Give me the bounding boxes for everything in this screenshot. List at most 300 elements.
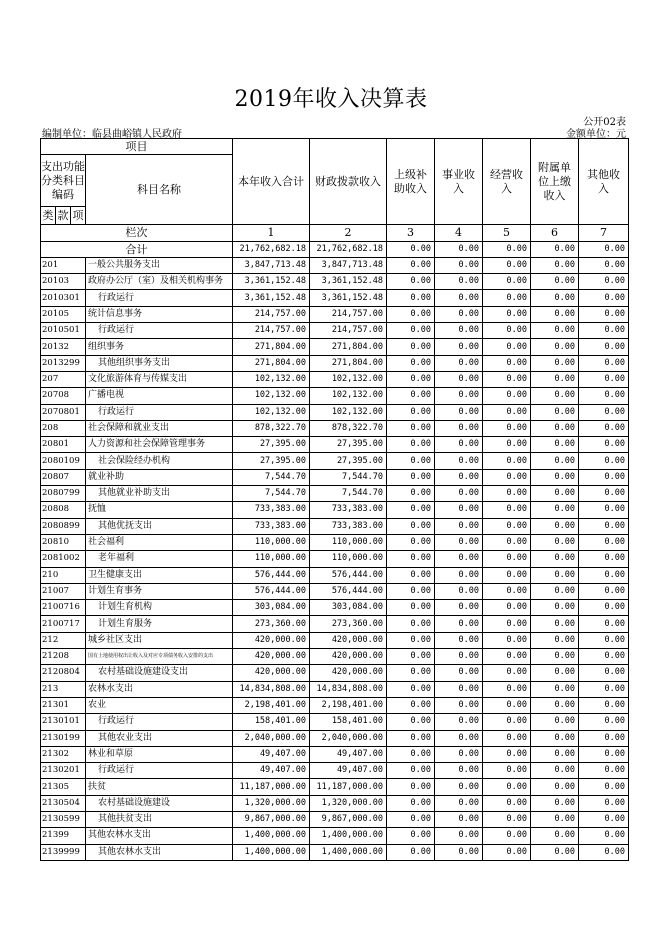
row-value: 1,400,000.00	[310, 828, 387, 844]
row-value: 271,804.00	[233, 355, 310, 371]
row-value: 0.00	[435, 453, 483, 469]
row-value: 0.00	[387, 811, 435, 827]
table-row	[41, 828, 629, 844]
row-value: 49,407.00	[310, 746, 387, 762]
row-code: 2130199	[41, 730, 86, 746]
row-code: 2010301	[41, 290, 86, 306]
row-value: 1,320,000.00	[310, 795, 387, 811]
row-value: 214,757.00	[310, 306, 387, 322]
row-value: 110,000.00	[233, 534, 310, 550]
row-value: 0.00	[483, 355, 531, 371]
header-code-group: 支出功能分类科目编码	[41, 155, 86, 207]
row-value: 0.00	[483, 371, 531, 387]
row-value: 0.00	[435, 355, 483, 371]
row-value: 0.00	[387, 518, 435, 534]
row-name: 社会保障和就业支出	[86, 420, 233, 436]
row-code: 20810	[41, 534, 86, 550]
row-value: 0.00	[531, 649, 579, 665]
row-code: 2120804	[41, 665, 86, 681]
row-value: 0.00	[579, 567, 629, 583]
row-name: 其他就业补助支出	[86, 486, 233, 502]
row-name: 其他农林水支出	[86, 844, 233, 860]
row-value: 0.00	[483, 453, 531, 469]
row-code: 21208	[41, 649, 86, 665]
row-code: 2130599	[41, 811, 86, 827]
table-row	[41, 567, 629, 583]
row-name: 计划生育机构	[86, 600, 233, 616]
row-value: 0.00	[579, 502, 629, 518]
row-value: 27,395.00	[310, 453, 387, 469]
row-value: 2,040,000.00	[310, 730, 387, 746]
row-value: 0.00	[579, 290, 629, 306]
row-name: 行政运行	[86, 290, 233, 306]
row-value: 0.00	[483, 502, 531, 518]
row-name: 农林水支出	[86, 681, 233, 697]
row-value: 0.00	[579, 469, 629, 485]
row-name: 抚恤	[86, 502, 233, 518]
table-row	[41, 453, 629, 469]
row-value: 0.00	[387, 404, 435, 420]
row-code: 2010501	[41, 323, 86, 339]
row-value: 0.00	[483, 534, 531, 550]
row-value: 0.00	[579, 665, 629, 681]
row-value: 0.00	[483, 779, 531, 795]
row-name: 其他优抚支出	[86, 518, 233, 534]
row-value: 0.00	[483, 274, 531, 290]
report-title: 2019年收入决算表	[234, 87, 428, 112]
row-code: 21302	[41, 746, 86, 762]
table-row	[41, 502, 629, 518]
row-value: 110,000.00	[310, 534, 387, 550]
row-code: 20708	[41, 388, 86, 404]
row-name: 社会保险经办机构	[86, 453, 233, 469]
row-value: 2,198,401.00	[233, 697, 310, 713]
row-value: 0.00	[579, 404, 629, 420]
row-name: 计划生育事务	[86, 583, 233, 599]
row-value: 0.00	[579, 453, 629, 469]
row-value: 0.00	[483, 844, 531, 860]
header-name: 科目名称	[86, 155, 233, 225]
table-row	[41, 665, 629, 681]
row-value: 27,395.00	[310, 437, 387, 453]
row-value: 0.00	[531, 616, 579, 632]
row-value: 158,401.00	[310, 714, 387, 730]
row-value: 0.00	[435, 616, 483, 632]
row-value: 3,361,152.48	[233, 274, 310, 290]
row-value: 0.00	[387, 551, 435, 567]
row-value: 0.00	[387, 600, 435, 616]
row-code: 20132	[41, 339, 86, 355]
row-name: 其他农林水支出	[86, 828, 233, 844]
row-code: 20808	[41, 502, 86, 518]
row-value: 49,407.00	[233, 763, 310, 779]
row-value: 0.00	[579, 616, 629, 632]
row-code: 20105	[41, 306, 86, 322]
col-num-7: 7	[579, 225, 629, 241]
row-value: 0.00	[531, 795, 579, 811]
row-code: 2081002	[41, 551, 86, 567]
total-value: 0.00	[483, 241, 531, 257]
row-value: 102,132.00	[233, 371, 310, 387]
row-name: 政府办公厅（室）及相关机构事务	[86, 274, 233, 290]
row-value: 0.00	[531, 681, 579, 697]
row-value: 0.00	[387, 388, 435, 404]
row-value: 0.00	[483, 795, 531, 811]
row-value: 9,867,000.00	[310, 811, 387, 827]
header-kuan: 款	[56, 207, 71, 225]
row-value: 0.00	[483, 697, 531, 713]
row-value: 0.00	[579, 274, 629, 290]
total-label: 合计	[41, 241, 233, 257]
row-value: 0.00	[483, 551, 531, 567]
row-value: 0.00	[387, 371, 435, 387]
header-item: 项目	[41, 139, 233, 155]
row-value: 0.00	[579, 844, 629, 860]
row-code: 21399	[41, 828, 86, 844]
row-name: 行政运行	[86, 714, 233, 730]
row-value: 3,847,713.48	[233, 257, 310, 273]
row-value: 0.00	[579, 371, 629, 387]
row-value: 273,360.00	[310, 616, 387, 632]
row-value: 3,361,152.48	[233, 290, 310, 306]
row-value: 11,187,000.00	[310, 779, 387, 795]
row-value: 0.00	[435, 730, 483, 746]
row-value: 0.00	[531, 600, 579, 616]
row-code: 21305	[41, 779, 86, 795]
row-value: 0.00	[387, 632, 435, 648]
row-value: 0.00	[579, 486, 629, 502]
row-name: 文化旅游体育与传媒支出	[86, 371, 233, 387]
row-code: 20807	[41, 469, 86, 485]
row-value: 0.00	[387, 290, 435, 306]
table-row	[41, 420, 629, 436]
table-row	[41, 290, 629, 306]
row-value: 0.00	[531, 665, 579, 681]
row-value: 49,407.00	[233, 746, 310, 762]
row-value: 0.00	[579, 323, 629, 339]
row-value: 0.00	[435, 257, 483, 273]
table-row	[41, 697, 629, 713]
row-value: 0.00	[387, 649, 435, 665]
header-lei: 类	[41, 207, 56, 225]
row-name: 统计信息事务	[86, 306, 233, 322]
row-value: 0.00	[435, 551, 483, 567]
row-name: 农业	[86, 697, 233, 713]
header-col-3: 上级补助收入	[387, 139, 435, 225]
table-row	[41, 371, 629, 387]
row-name: 行政运行	[86, 763, 233, 779]
row-value: 0.00	[579, 306, 629, 322]
row-value: 0.00	[435, 844, 483, 860]
row-value: 0.00	[435, 534, 483, 550]
header-col-5: 经营收入	[483, 139, 531, 225]
row-value: 0.00	[579, 339, 629, 355]
row-value: 7,544.70	[310, 486, 387, 502]
row-name: 国有土地使用权出让收入及对应专项债务收入安排的支出	[86, 649, 233, 665]
column-label: 栏次	[41, 225, 233, 241]
row-value: 420,000.00	[310, 632, 387, 648]
row-value: 0.00	[483, 437, 531, 453]
total-value: 0.00	[387, 241, 435, 257]
row-value: 0.00	[531, 339, 579, 355]
row-value: 14,834,808.00	[233, 681, 310, 697]
table-row	[41, 632, 629, 648]
col-num-1: 1	[233, 225, 310, 241]
total-value: 21,762,682.18	[310, 241, 387, 257]
row-value: 7,544.70	[310, 469, 387, 485]
row-code: 21007	[41, 583, 86, 599]
row-value: 214,757.00	[233, 306, 310, 322]
income-table	[40, 138, 629, 861]
row-name: 卫生健康支出	[86, 567, 233, 583]
row-name: 行政运行	[86, 404, 233, 420]
table-row	[41, 518, 629, 534]
row-value: 0.00	[435, 583, 483, 599]
row-value: 110,000.00	[233, 551, 310, 567]
row-code: 2100716	[41, 600, 86, 616]
header-col-2: 财政拨款收入	[310, 139, 387, 225]
row-value: 0.00	[531, 632, 579, 648]
row-value: 0.00	[483, 811, 531, 827]
row-value: 0.00	[579, 649, 629, 665]
row-value: 0.00	[579, 388, 629, 404]
header-col-1: 本年收入合计	[233, 139, 310, 225]
table-row	[41, 534, 629, 550]
row-value: 0.00	[435, 632, 483, 648]
row-value: 0.00	[531, 257, 579, 273]
table-row	[41, 404, 629, 420]
row-value: 0.00	[579, 551, 629, 567]
row-code: 2080109	[41, 453, 86, 469]
row-value: 733,383.00	[233, 518, 310, 534]
col-num-4: 4	[435, 225, 483, 241]
row-value: 0.00	[387, 844, 435, 860]
row-value: 0.00	[531, 534, 579, 550]
row-value: 27,395.00	[233, 437, 310, 453]
row-value: 0.00	[483, 420, 531, 436]
col-num-2: 2	[310, 225, 387, 241]
row-value: 102,132.00	[310, 404, 387, 420]
row-value: 733,383.00	[310, 502, 387, 518]
row-value: 0.00	[531, 518, 579, 534]
row-value: 7,544.70	[233, 469, 310, 485]
table-row	[41, 600, 629, 616]
row-value: 49,407.00	[310, 763, 387, 779]
row-value: 303,084.00	[310, 600, 387, 616]
row-value: 0.00	[435, 388, 483, 404]
row-value: 271,804.00	[310, 355, 387, 371]
row-name: 人力资源和社会保障管理事务	[86, 437, 233, 453]
row-value: 0.00	[435, 306, 483, 322]
row-value: 271,804.00	[310, 339, 387, 355]
table-row	[41, 257, 629, 273]
row-value: 420,000.00	[310, 665, 387, 681]
row-value: 0.00	[579, 518, 629, 534]
row-value: 0.00	[531, 828, 579, 844]
row-code: 212	[41, 632, 86, 648]
table-row	[41, 730, 629, 746]
row-value: 303,084.00	[233, 600, 310, 616]
row-value: 0.00	[435, 290, 483, 306]
row-value: 0.00	[435, 469, 483, 485]
header-xiang: 项	[71, 207, 86, 225]
row-value: 0.00	[531, 697, 579, 713]
row-value: 0.00	[435, 404, 483, 420]
row-value: 0.00	[531, 567, 579, 583]
row-name: 计划生育服务	[86, 616, 233, 632]
row-name: 老年福利	[86, 551, 233, 567]
row-value: 214,757.00	[310, 323, 387, 339]
row-value: 0.00	[435, 665, 483, 681]
header-col-4: 事业收入	[435, 139, 483, 225]
row-value: 0.00	[579, 697, 629, 713]
row-name: 城乡社区支出	[86, 632, 233, 648]
row-value: 0.00	[435, 795, 483, 811]
row-value: 0.00	[483, 567, 531, 583]
row-code: 20103	[41, 274, 86, 290]
row-value: 0.00	[483, 763, 531, 779]
row-value: 0.00	[531, 730, 579, 746]
row-value: 0.00	[387, 665, 435, 681]
row-value: 0.00	[435, 746, 483, 762]
row-value: 0.00	[435, 697, 483, 713]
row-value: 0.00	[435, 437, 483, 453]
row-value: 576,444.00	[233, 567, 310, 583]
row-value: 0.00	[435, 339, 483, 355]
row-value: 0.00	[483, 306, 531, 322]
row-value: 3,847,713.48	[310, 257, 387, 273]
row-name: 其他组织事务支出	[86, 355, 233, 371]
row-value: 0.00	[483, 600, 531, 616]
row-value: 0.00	[531, 323, 579, 339]
row-value: 0.00	[531, 306, 579, 322]
row-value: 0.00	[483, 583, 531, 599]
row-name: 组织事务	[86, 339, 233, 355]
row-code: 201	[41, 257, 86, 273]
row-code: 2130101	[41, 714, 86, 730]
row-value: 576,444.00	[233, 583, 310, 599]
row-value: 1,320,000.00	[233, 795, 310, 811]
row-value: 0.00	[579, 763, 629, 779]
row-value: 0.00	[531, 355, 579, 371]
row-code: 2130201	[41, 763, 86, 779]
row-code: 2139999	[41, 844, 86, 860]
row-value: 0.00	[483, 632, 531, 648]
row-value: 1,400,000.00	[233, 844, 310, 860]
row-value: 0.00	[387, 746, 435, 762]
row-name: 其他扶贫支出	[86, 811, 233, 827]
row-value: 102,132.00	[310, 388, 387, 404]
row-name: 社会福利	[86, 534, 233, 550]
row-value: 0.00	[579, 779, 629, 795]
row-value: 0.00	[435, 567, 483, 583]
table-row	[41, 583, 629, 599]
row-value: 576,444.00	[310, 583, 387, 599]
row-value: 158,401.00	[233, 714, 310, 730]
row-name: 林业和草原	[86, 746, 233, 762]
row-value: 733,383.00	[233, 502, 310, 518]
row-value: 102,132.00	[310, 371, 387, 387]
row-value: 0.00	[531, 486, 579, 502]
row-code: 2013299	[41, 355, 86, 371]
row-value: 0.00	[579, 600, 629, 616]
row-value: 0.00	[579, 811, 629, 827]
row-name: 广播电视	[86, 388, 233, 404]
row-name: 行政运行	[86, 323, 233, 339]
row-value: 3,361,152.48	[310, 274, 387, 290]
row-value: 0.00	[531, 371, 579, 387]
row-value: 0.00	[531, 779, 579, 795]
row-value: 0.00	[483, 828, 531, 844]
table-row	[41, 339, 629, 355]
reporting-unit: 编制单位：临县曲峪镇人民政府	[42, 129, 182, 140]
row-value: 0.00	[387, 420, 435, 436]
row-value: 0.00	[387, 355, 435, 371]
row-code: 2080799	[41, 486, 86, 502]
row-value: 0.00	[531, 844, 579, 860]
row-value: 733,383.00	[310, 518, 387, 534]
table-row	[41, 763, 629, 779]
row-value: 2,040,000.00	[233, 730, 310, 746]
table-row	[41, 746, 629, 762]
row-value: 0.00	[387, 616, 435, 632]
row-value: 0.00	[435, 600, 483, 616]
row-value: 0.00	[387, 697, 435, 713]
row-value: 0.00	[483, 681, 531, 697]
col-num-5: 5	[483, 225, 531, 241]
row-value: 0.00	[435, 486, 483, 502]
row-name: 一般公共服务支出	[86, 257, 233, 273]
total-row	[41, 241, 629, 257]
currency-unit: 金额单位：元	[566, 129, 626, 140]
row-value: 0.00	[579, 714, 629, 730]
row-value: 0.00	[435, 763, 483, 779]
row-value: 878,322.70	[310, 420, 387, 436]
row-value: 0.00	[387, 437, 435, 453]
row-value: 271,804.00	[233, 339, 310, 355]
row-value: 420,000.00	[310, 649, 387, 665]
row-value: 0.00	[579, 681, 629, 697]
table-row	[41, 323, 629, 339]
row-value: 0.00	[387, 714, 435, 730]
row-value: 0.00	[435, 811, 483, 827]
row-value: 0.00	[531, 502, 579, 518]
row-value: 0.00	[483, 339, 531, 355]
row-value: 0.00	[579, 730, 629, 746]
table-row	[41, 844, 629, 860]
row-value: 0.00	[387, 567, 435, 583]
row-value: 14,834,808.00	[310, 681, 387, 697]
form-number: 公开02表	[583, 117, 626, 128]
row-value: 0.00	[483, 616, 531, 632]
row-value: 0.00	[531, 763, 579, 779]
row-code: 2070801	[41, 404, 86, 420]
row-value: 0.00	[531, 274, 579, 290]
row-value: 1,400,000.00	[233, 828, 310, 844]
row-name: 农村基础设施建设	[86, 795, 233, 811]
table-row	[41, 616, 629, 632]
table-row	[41, 437, 629, 453]
row-value: 0.00	[531, 811, 579, 827]
row-name: 就业补助	[86, 469, 233, 485]
row-value: 0.00	[579, 420, 629, 436]
row-value: 273,360.00	[233, 616, 310, 632]
col-num-6: 6	[531, 225, 579, 241]
row-value: 420,000.00	[233, 632, 310, 648]
row-value: 0.00	[579, 257, 629, 273]
table-row	[41, 388, 629, 404]
row-value: 0.00	[531, 404, 579, 420]
